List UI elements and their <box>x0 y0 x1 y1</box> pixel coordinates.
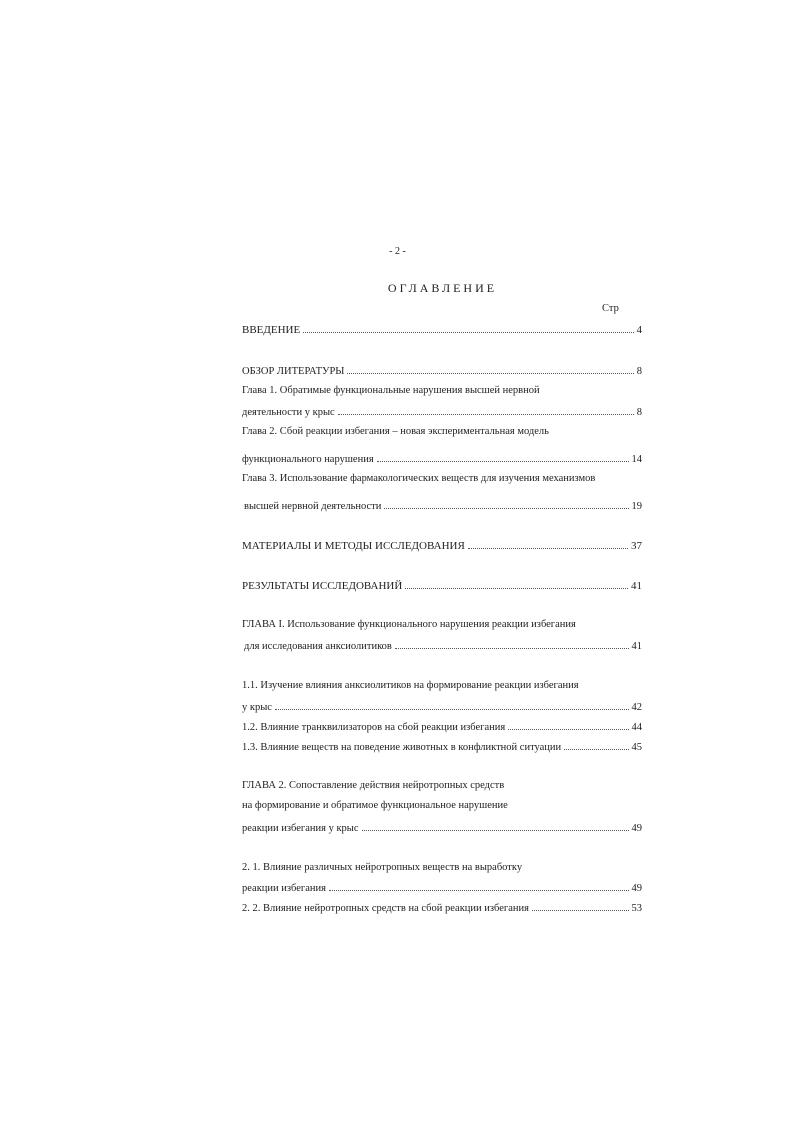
toc-entry-review <box>242 363 642 379</box>
dot-leader <box>468 538 628 549</box>
toc-entry-text: функционального нарушения <box>242 454 374 465</box>
toc-entry-chapter1 <box>242 404 642 420</box>
toc-entry-glava1-line1: ГЛАВА I. Использование функционального нарушения реакции избегания <box>242 619 576 630</box>
dot-leader <box>347 363 633 374</box>
toc-entry-glava1 <box>244 638 642 654</box>
page-number: - 2 - <box>389 246 406 257</box>
dot-leader <box>303 322 633 333</box>
toc-entry-chapter3 <box>244 498 642 514</box>
toc-entry-text: 2. 2. Влияние нейротропных средств на сбой реакции избегания <box>242 903 529 914</box>
dot-leader <box>338 404 634 415</box>
toc-entry-section22 <box>242 900 642 916</box>
dot-leader <box>508 719 628 730</box>
dot-leader <box>405 578 628 589</box>
toc-entry-text: для исследования анксиолитиков <box>244 641 392 652</box>
toc-entry-text: ВВЕДЕНИЕ <box>242 324 301 336</box>
toc-entry-chapter1-line1: Глава 1. Обратимые функциональные нарушения высшей нервной <box>242 385 540 396</box>
toc-entry-chapter2-line1: Глава 2. Сбой реакции избегания – новая экспериментальная модель <box>242 426 549 437</box>
toc-entry-text: ОБЗОР ЛИТЕРАТУРЫ <box>242 366 345 377</box>
toc-entry-section13 <box>242 739 642 755</box>
dot-leader <box>564 739 628 750</box>
toc-entry-text: 1.3. Влияние веществ на поведение животных в конфликтной ситуации <box>242 742 562 753</box>
toc-entry-page: 42 <box>631 702 642 713</box>
toc-entry-text: реакции избегания у крыс <box>242 823 359 834</box>
toc-entry-page: 37 <box>631 540 642 552</box>
page-column-label: Стр <box>602 303 619 314</box>
toc-entry-glava2-line1: ГЛАВА 2. Сопоставление действия нейротропных средств <box>242 780 505 791</box>
dot-leader <box>329 880 629 891</box>
toc-entry-page: 41 <box>631 580 642 592</box>
toc-entry-chapter3-line1: Глава 3. Использование фармакологических веществ для изучения механизмов <box>242 473 596 484</box>
toc-entry-text: реакции избегания <box>242 883 326 894</box>
toc-entry-section21 <box>242 880 642 896</box>
dot-leader <box>275 699 629 710</box>
toc-entry-page: 45 <box>631 742 642 753</box>
toc-entry-section11 <box>242 699 642 715</box>
toc-entry-page: 41 <box>631 641 642 652</box>
toc-entry-text: высшей нервной деятельности <box>244 501 382 512</box>
toc-title: ОГЛАВЛЕНИЕ <box>387 281 498 295</box>
dot-leader <box>377 451 629 462</box>
toc-entry-page: 49 <box>631 883 642 894</box>
toc-entry-glava2 <box>242 820 642 836</box>
dot-leader <box>384 498 628 509</box>
toc-entry-chapter2 <box>242 451 642 467</box>
toc-entry-results <box>242 578 642 593</box>
toc-entry-glava2-line2: на формирование и обратимое функциональное нарушение <box>242 800 508 811</box>
toc-entry-text: 1.2. Влияние транквилизаторов на сбой реакции избегания <box>242 722 506 733</box>
toc-entry-intro <box>242 322 642 337</box>
toc-entry-text: МАТЕРИАЛЫ И МЕТОДЫ ИССЛЕДОВАНИЯ <box>242 540 465 552</box>
toc-entry-page: 53 <box>631 903 642 914</box>
toc-entry-page: 19 <box>631 501 642 512</box>
toc-entry-section11-line1: 1.1. Изучение влияния анксиолитиков на формирование реакции избегания <box>242 680 579 691</box>
toc-entry-page: 44 <box>631 722 642 733</box>
dot-leader <box>362 820 629 831</box>
toc-entry-page: 4 <box>636 324 642 336</box>
toc-entry-page: 8 <box>636 366 642 377</box>
toc-entry-section12 <box>242 719 642 735</box>
dot-leader <box>395 638 629 649</box>
toc-entry-text: у крыс <box>242 702 272 713</box>
toc-entry-page: 14 <box>631 454 642 465</box>
toc-entry-page: 49 <box>631 823 642 834</box>
toc-entry-text: деятельности у крыс <box>242 407 335 418</box>
toc-entry-methods <box>242 538 642 553</box>
toc-entry-text: РЕЗУЛЬТАТЫ ИССЛЕДОВАНИЙ <box>242 580 403 592</box>
toc-entry-section21-line1: 2. 1. Влияние различных нейротропных веществ на выработку <box>242 862 523 873</box>
dot-leader <box>532 900 629 911</box>
toc-entry-page: 8 <box>636 407 642 418</box>
